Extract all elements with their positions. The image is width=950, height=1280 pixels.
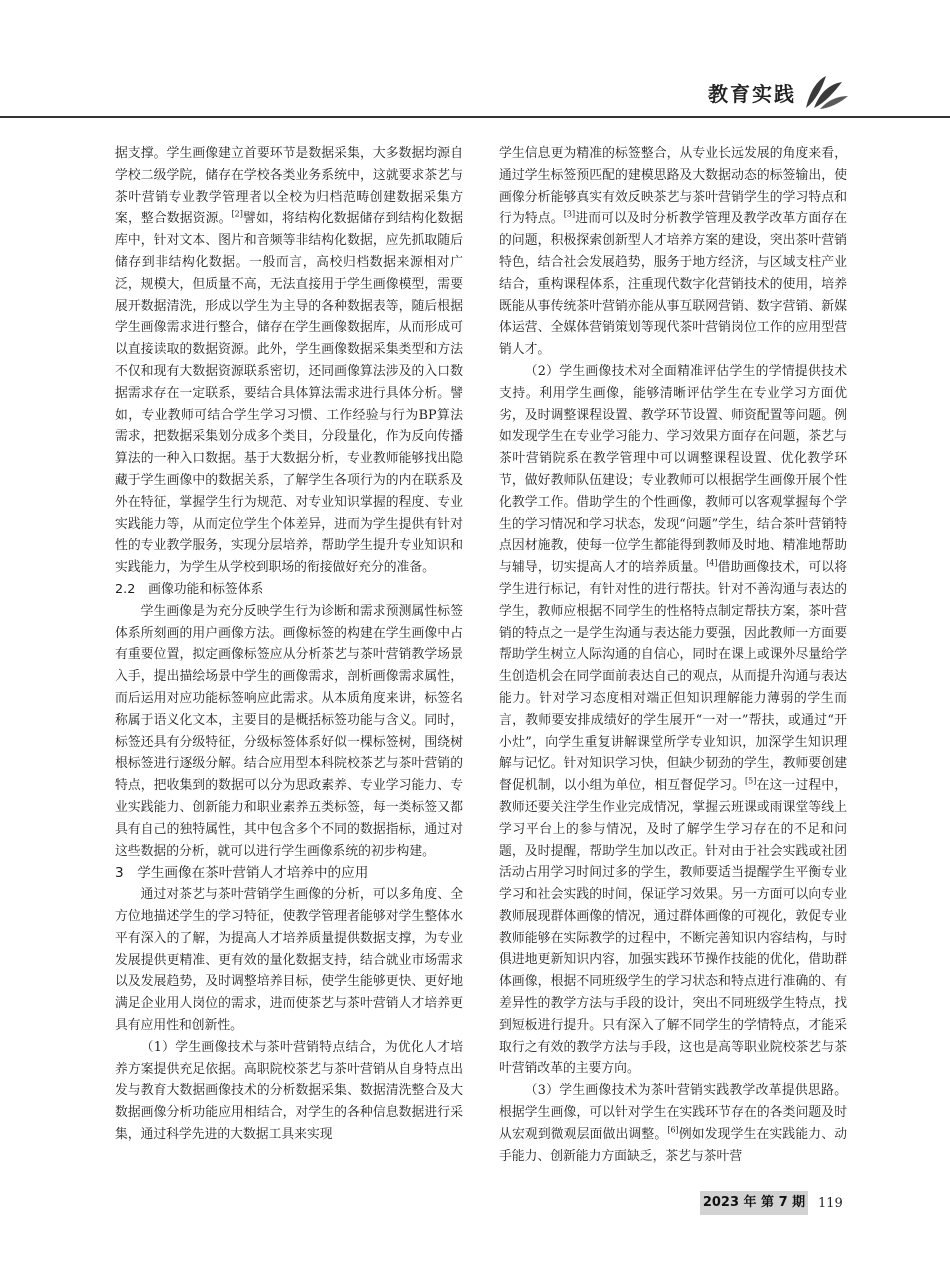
- leaf-logo-icon: [800, 72, 850, 112]
- citation: [3]: [563, 210, 576, 220]
- citation: [4]: [706, 558, 718, 568]
- page-number: 119: [818, 1196, 843, 1211]
- paragraph: 据支撑。学生画像建立首要环节是数据采集，大多数据均源自学校二级学院，储存在学校各类业务系统中，这就要求茶艺与茶叶营销专业教学管理者以全校为归档范畴创建数据采集方案，整合数据资源。[2]譬如，将结构化数据储存到结构化数据库中，针对文本、图片和音频等非结构化数据，应先抓取随后储存到非结构化数据。一般而言，高校归档数据来源相对广泛，规模大，但质量不高，无法直接用于学生画像模型，需要展开数据清洗，形成以学生为主导的各种数据表等，随后根据学生画像需求进行整合，储存在学生画像数据库，从而形成可以直接读取的数据资源。此外，学生画像数据采集类型和方法不仅和现有大数据资源联系密切，还同画像算法涉及的入口数据需求存在一定联系，要结合具体算法需求进行具体分析。譬如，专业教师可结合学生学习习惯、工作经验与行为BP算法需求，把数据采集划分成多个类目，分段量化，作为反向传播算法的一种入口数据。基于大数据分析，专业教师能够找出隐藏于学生画像中的数据关系，了解学生各项行为的内在联系及外在特征，掌握学生行为规范、对专业知识掌握的程度、专业实践能力等，从而定位学生个体差异，进而为学生提供有针对性的专业教学服务，实现分层培养，帮助学生提升专业知识和实践能力，为学生从学校到职场的衔接做好充分的准备。: [115, 146, 464, 576]
- section-title: 教育实践: [708, 82, 796, 106]
- citation: [2]: [231, 210, 243, 220]
- paragraph: 通过对茶艺与茶叶营销学生画像的分析，可以多角度、全方位地描述学生的学习特征，使教学管理者能够对学生整体水平有深入的了解，为提高人才培养质量提供数据支撑，为专业发展提供更精准、更有效的量化数据支持，结合就业市场需求以及发展趋势，及时调整培养目标，使学生能够更快、更好地满足企业用人岗位的需求，进而使茶艺与茶叶营销人才培养更具有应用性和创新性。: [115, 887, 463, 1034]
- paragraph: （3）学生画像技术为茶叶营销实践教学改革提供思路。根据学生画像，可以针对学生在实践环节存在的各类问题及时从宏观到微观层面做出调整。[6]例如发现学生在实践能力、动手能力、创新能力方面缺乏，茶艺与茶叶营: [499, 1083, 848, 1164]
- citation: [6]: [667, 1125, 679, 1135]
- left-column: [115, 143, 463, 1153]
- section-heading-3: 3 学生画像在茶叶营销人才培养中的应用: [115, 865, 369, 882]
- header-divider: [0, 116, 950, 118]
- issue-label: 2023 年 第 7 期: [700, 1191, 808, 1215]
- citation: [5]: [745, 776, 757, 786]
- paragraph: （1）学生画像技术与茶叶营销特点结合，为优化人才培养方案提供充足依据。高职院校茶艺与茶叶营销从自身特点出发与教育大数据画像技术的分析数据采集、数据清洗整合及大数据画像分析功能应用相结合，对学生的各种信息数据进行采集，通过科学先进的大数据工具来实现: [115, 1039, 463, 1143]
- right-column: [499, 143, 848, 1164]
- paragraph: （2）学生画像技术对全面精准评估学生的学情提供技术支持。利用学生画像，能够清晰评估学生在专业学习方面优劣，及时调整课程设置、教学环节设置、师资配置等问题。例如发现学生在专业学习能力、学习效果方面存在问题，茶艺与茶叶营销院系在教学管理中可以调整课程设置、优化教学环节，做好教师队伍建设；专业教师可以根据学生画像开展个性化教学工作。借助学生的个性画像，教师可以客观掌握每个学生的学习情况和学习状态，发现“问题”学生，结合茶叶营销特点因材施教，使每一位学生都能得到教师及时地、精准地帮助与辅导，切实提高人才的培养质量。[4]借助画像技术，可以将学生进行标记，有针对性的进行帮扶。针对不善沟通与表达的学生，教师应根据不同学生的性格特点制定帮扶方案，茶叶营销的特点之一是学生沟通与表达能力要强，因此教师一方面要帮助学生树立人际沟通的自信心，同时在课上或课外尽量给学生创造机会在同学面前表达自己的观点，从而提升沟通与表达能力。针对学习态度相对端正但知识理解能力薄弱的学生而言，教师要安排成绩好的学生展开“一对一”帮扶，或通过“开小灶”，向学生重复讲解课堂所学专业知识，加深学生知识理解与记忆。针对知识学习快，但缺少韧劲的学生，教师要创建督促机制，以小组为单位，相互督促学习。[5]在这一过程中，教师还要关注学生作业完成情况，掌握云班课或雨课堂等线上学习平台上的参与情况，及时了解学生学习存在的不足和问题，及时提醒，帮助学生加以改正。针对由于社会实践或社团活动占用学习时间过多的学生，教师要适当提醒学生平衡专业学习和社会实践的时间，保证学习效果。另一方面可以向专业教师展现群体画像的情况，通过群体画像的可视化，敦促专业教师能够在实际教学的过程中，不断完善知识内容结构，与时俱进地更新知识内容，加强实践环节操作技能的优化，借助群体画像，根据不同班级学生的学习状态和特点进行准确的、有差异性的教学方法与手段的设计，突出不同班级学生特点，找到短板进行提升。只有深入了解不同学生的学情特点，才能采取行之有效的教学方法与手段，这也是高等职业院校茶艺与茶叶营销改革的主要方向。: [499, 363, 848, 1077]
- paragraph: 学生信息更为精准的标签整合，从专业长远发展的角度来看，通过学生标签预匹配的建模思路及大数据动态的标签输出，使画像分析能够真实有效反映茶艺与茶叶营销学生的学习特点和行为特点。[3]进而可以及时分析教学管理及教学改革方面存在的问题，积极探索创新型人才培养方案的建设，突出茶叶营销特色，结合社会发展趋势，服务于地方经济，与区域支柱产业结合，重构课程体系，注重现代数字化营销技术的使用，培养既能从事传统茶叶营销亦能从事互联网营销、数字营销、新媒体运营、全媒体营销策划等现代茶叶营销岗位工作的应用型营销人才。: [499, 146, 848, 358]
- section-heading-2-2: 2.2 画像功能和标签体系: [115, 581, 264, 597]
- paragraph: 学生画像是为充分反映学生行为诊断和需求预测属性标签体系所刻画的用户画像方法。画像标签的构建在学生画像中占有重要位置，拟定画像标签应从分析茶艺与茶叶营销教学场景入手，提出描绘场景中学生的画像需求，剖析画像需求属性，而后运用对应功能标签响应此需求。从本质角度来讲，标签名称属于语义化文本，主要目的是概括标签功能与含义。同时，标签还具有分级特征，分级标签体系好似一棵标签树，围绕树根标签进行逐级分解。结合应用型本科院校茶艺与茶叶营销的特点，把收集到的数据可以分为思政素养、专业学习能力、专业实践能力、创新能力和职业素养五类标签，每一类标签又都具有自己的独特属性，其中包含多个不同的数据指标，通过对这些数据的分析，就可以进行学生画像系统的初步构建。: [115, 603, 463, 859]
